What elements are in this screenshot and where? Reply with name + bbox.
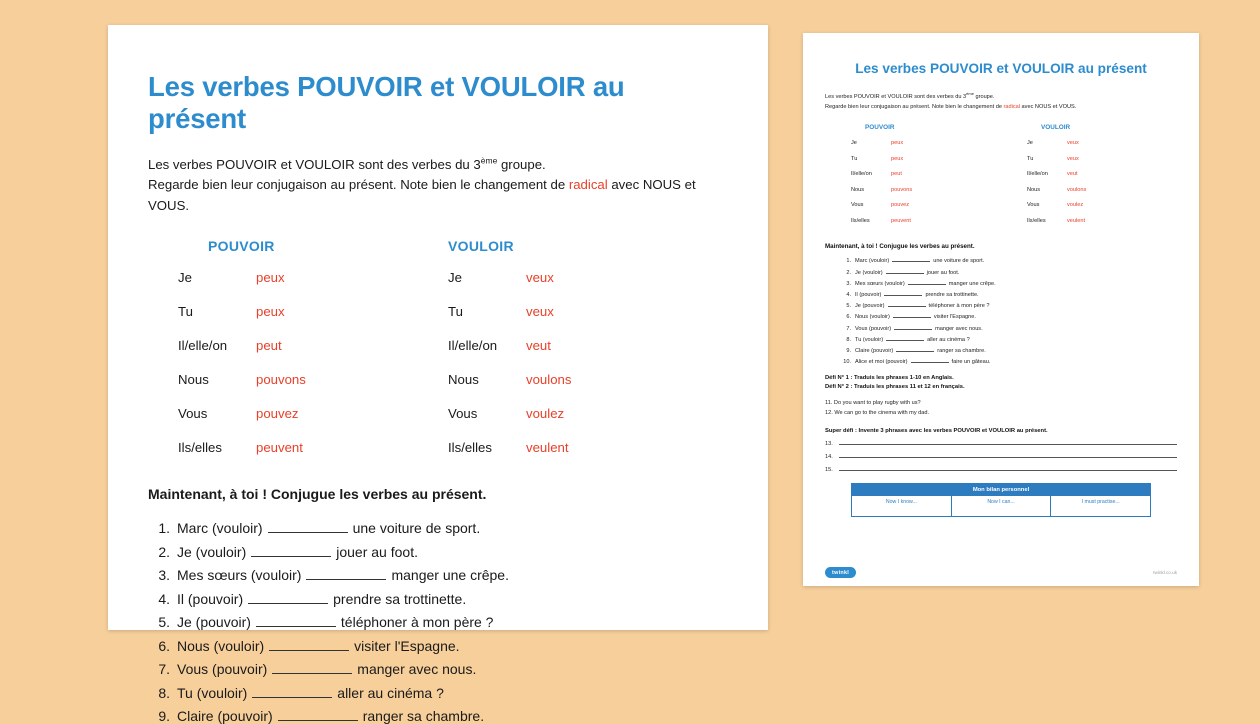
pronoun: Nous: [448, 372, 479, 387]
translation-item: 12. We can go to the cinema with my dad.: [825, 410, 930, 417]
challenge-1-label: Défi N° 1 : Traduis les phrases 1-10 en Anglais.: [825, 375, 954, 382]
pronoun: Ils/elles: [1027, 217, 1046, 224]
exercise-tail: prendre sa trottinette.: [925, 291, 979, 298]
exercise-tail: jouer au foot.: [926, 269, 960, 276]
exercise-number: 7.: [158, 661, 170, 677]
verb-form: peut: [891, 171, 902, 178]
exercise-prompt: Il (pouvoir): [855, 291, 882, 298]
verb-form: veux: [526, 304, 554, 319]
exercise-number: 5.: [158, 614, 170, 630]
conjugation-tables: [148, 238, 728, 474]
exercise-tail: une voiture de sport.: [933, 258, 985, 265]
pronoun: Il/elle/on: [851, 171, 872, 178]
pronoun: Je: [1027, 140, 1033, 147]
thumbnail-conjugation-tables: [825, 124, 1177, 233]
exercise-prompt: Tu (vouloir): [855, 336, 884, 343]
answer-blank[interactable]: [248, 603, 328, 604]
exercise-number: 7.: [846, 325, 851, 332]
conjugation-row: [178, 304, 438, 319]
exercise-item: [148, 544, 728, 560]
answer-blank[interactable]: [251, 556, 331, 557]
exercise-number: 3.: [846, 280, 851, 287]
exercise-item: [825, 314, 1177, 320]
exercise-heading: Maintenant, à toi ! Conjugue les verbes au présent.: [148, 486, 487, 502]
exercise-prompt: Je (pouvoir): [177, 614, 251, 630]
exercise-item: [825, 292, 1177, 298]
exercise-list: [148, 520, 728, 724]
exercise-tail: une voiture de sport.: [352, 520, 481, 536]
thumbnail-table-pouvoir: [825, 124, 1001, 233]
exercise-item: [148, 685, 728, 701]
pronoun: Ils/elles: [851, 217, 870, 224]
exercise-item: [148, 591, 728, 607]
intro-line-2: Regarde bien leur conjugaison au présent. Note bien le changement de radical avec NOUS et VOUS.: [148, 177, 696, 213]
write-line-number: 14.: [825, 454, 833, 461]
exercise-item: [148, 567, 728, 583]
exercise-prompt: Mes sœurs (vouloir): [177, 567, 302, 583]
conjugation-row: [851, 171, 1001, 177]
conjugation-table-vouloir: [438, 238, 728, 474]
exercise-item: [825, 348, 1177, 354]
pronoun: Vous: [851, 202, 864, 209]
write-line-number: 13.: [825, 441, 833, 448]
exercise-prompt: Il (pouvoir): [177, 590, 244, 607]
exercise-number: 1.: [158, 520, 170, 536]
conjugation-row: [178, 270, 438, 285]
conjugation-row: [851, 156, 1001, 162]
exercise-prompt: Tu (vouloir): [177, 684, 248, 701]
exercise-item: [148, 661, 728, 677]
exercise-number: 2.: [158, 543, 170, 560]
self-assessment-column: I must practise...: [1081, 499, 1120, 506]
pronoun: Ils/elles: [448, 440, 492, 455]
worksheet-preview-large: [108, 25, 768, 724]
self-assessment-column: Now I know...: [852, 496, 952, 516]
translation-sentences: [825, 400, 1177, 416]
exercise-prompt: Vous (pouvoir): [177, 661, 268, 677]
verb-form: veux: [1067, 155, 1079, 162]
exercise-tail: manger une crêpe.: [948, 280, 996, 287]
exercise-item: [148, 638, 728, 654]
answer-blank[interactable]: [269, 650, 349, 651]
verb-form: veut: [1067, 171, 1078, 178]
exercise-item: [825, 359, 1177, 365]
exercise-tail: visiter l'Espagne.: [933, 314, 976, 321]
pronoun: Je: [448, 270, 462, 285]
pronoun: Tu: [178, 304, 193, 319]
thumbnail-table-vouloir: [1001, 124, 1177, 233]
exercise-number: 9.: [158, 708, 170, 724]
exercise-number: 8.: [846, 336, 851, 343]
exercise-item: [148, 614, 728, 630]
exercise-item: [825, 326, 1177, 332]
verb-form: peux: [256, 304, 285, 319]
exercise-number: 4.: [846, 291, 851, 298]
conjugation-row: [178, 406, 438, 421]
pronoun: Il/elle/on: [1027, 171, 1048, 178]
thumbnail-exercise-list: [825, 258, 1177, 365]
exercise-prompt: Alice et moi (pouvoir): [855, 359, 908, 366]
answer-blank[interactable]: [268, 532, 348, 533]
ordinal-superscript: ème: [966, 91, 974, 96]
pronoun: Nous: [851, 186, 865, 193]
verb-heading-vouloir: VOULOIR: [448, 238, 514, 254]
exercise-prompt: Marc (vouloir): [855, 258, 890, 265]
conjugation-row: [448, 406, 728, 421]
verb-heading-pouvoir: POUVOIR: [208, 238, 275, 254]
write-line: [825, 467, 1177, 473]
thumbnail-exercise-heading: Maintenant, à toi ! Conjugue les verbes au présent.: [825, 243, 975, 251]
pronoun: Vous: [1027, 202, 1040, 209]
exercise-number: 2.: [846, 269, 851, 276]
free-writing-lines: [825, 441, 1177, 473]
worksheet-thumbnail[interactable]: [803, 33, 1199, 586]
exercise-tail: ranger sa chambre.: [937, 347, 986, 354]
exercise-tail: téléphoner à mon père ?: [340, 614, 494, 630]
verb-form: veux: [526, 270, 554, 285]
exercise-number: 6.: [846, 314, 851, 321]
conjugation-row: [178, 440, 438, 455]
verb-form: peuvent: [256, 440, 303, 455]
conjugation-row: [448, 372, 728, 387]
write-rule: [839, 469, 1177, 471]
translation-item: 11. Do you want to play rugby with us?: [825, 400, 921, 407]
exercise-prompt: Je (vouloir): [177, 543, 247, 560]
answer-blank[interactable]: [272, 673, 352, 674]
pronoun: Tu: [1027, 155, 1034, 162]
verb-heading-pouvoir: POUVOIR: [865, 124, 895, 132]
exercise-prompt: Marc (vouloir): [177, 520, 263, 536]
verb-form: pouvons: [891, 186, 913, 193]
self-assessment-columns: [852, 496, 1150, 516]
answer-blank[interactable]: [278, 720, 358, 721]
exercise-item: [825, 337, 1177, 343]
exercise-prompt: Nous (vouloir): [855, 314, 890, 321]
conjugation-row: [851, 140, 1001, 146]
verb-form: veulent: [526, 440, 569, 455]
exercise-number: 3.: [158, 567, 170, 583]
pronoun: Tu: [448, 304, 463, 319]
conjugation-row: [1027, 218, 1177, 224]
exercise-tail: jouer au foot.: [336, 543, 418, 560]
pronoun: Il/elle/on: [178, 338, 228, 353]
write-rule: [839, 443, 1177, 445]
exercise-number: 8.: [158, 684, 170, 701]
exercise-item: [825, 281, 1177, 287]
challenge-2-label: Défi N° 2 : Traduis les phrases 11 et 12 en français.: [825, 384, 965, 391]
exercise-number: 6.: [158, 637, 170, 654]
conjugation-row: [448, 440, 728, 455]
exercise-number: 4.: [158, 590, 170, 607]
conjugation-row: [1027, 156, 1177, 162]
conjugation-row: [1027, 187, 1177, 193]
conjugation-row: [448, 304, 728, 319]
conjugation-row: [448, 338, 728, 353]
exercise-item: [825, 258, 1177, 264]
conjugation-row: [178, 338, 438, 353]
pronoun: Ils/elles: [178, 440, 222, 455]
exercise-prompt: Claire (pouvoir): [855, 347, 894, 354]
exercise-number: 5.: [846, 303, 851, 310]
pronoun: Il/elle/on: [448, 338, 498, 353]
answer-blank: [886, 340, 924, 341]
answer-blank: [911, 362, 949, 363]
self-assessment-column: Now I can...: [952, 496, 1052, 516]
exercise-prompt: Je (pouvoir): [855, 303, 885, 310]
radical-highlight: radical: [568, 177, 608, 193]
verb-form: veux: [1067, 140, 1079, 147]
answer-blank: [892, 261, 930, 262]
exercise-prompt: Vous (pouvoir): [855, 325, 892, 332]
exercise-number: 1.: [846, 258, 851, 265]
verb-form: pouvez: [891, 202, 910, 209]
exercise-item: [148, 708, 728, 724]
verb-form: pouvons: [256, 372, 306, 387]
verb-form: peux: [891, 155, 904, 162]
exercise-tail: aller au cinéma ?: [927, 336, 970, 343]
verb-form: peut: [256, 338, 282, 353]
conjugation-row: [448, 270, 728, 285]
exercise-prompt: Nous (vouloir): [177, 637, 265, 654]
thumbnail-footer: [825, 567, 1177, 578]
radical-highlight: radical: [1003, 103, 1020, 110]
conjugation-row: [1027, 140, 1177, 146]
answer-blank[interactable]: [252, 697, 332, 698]
verb-form: peux: [256, 270, 285, 285]
exercise-tail: faire un gâteau.: [951, 359, 991, 366]
pronoun: Nous: [1027, 186, 1041, 193]
verb-form: peuvent: [891, 217, 911, 224]
exercise-tail: aller au cinéma ?: [337, 684, 444, 701]
answer-blank: [893, 317, 931, 318]
verb-form: veulent: [1067, 217, 1086, 224]
verb-form: voulez: [526, 406, 565, 421]
conjugation-row: [851, 187, 1001, 193]
exercise-prompt: Claire (pouvoir): [177, 708, 273, 724]
exercise-prompt: Mes sœurs (vouloir): [855, 280, 905, 287]
answer-blank: [888, 306, 926, 307]
answer-blank: [884, 295, 922, 296]
answer-blank[interactable]: [256, 626, 336, 627]
pronoun: Je: [851, 140, 857, 147]
conjugation-row: [851, 202, 1001, 208]
challenge-section: [825, 375, 1177, 390]
conjugation-row: [1027, 171, 1177, 177]
verb-form: veut: [526, 338, 551, 353]
answer-blank[interactable]: [306, 579, 386, 580]
exercise-number: 10.: [843, 359, 851, 366]
verb-form: peux: [891, 140, 904, 147]
answer-blank: [886, 273, 924, 274]
answer-blank: [908, 284, 946, 285]
answer-blank: [896, 351, 934, 352]
exercise-tail: visiter l'Espagne.: [354, 637, 460, 654]
super-challenge-label: Super défi : Invente 3 phrases avec les verbes POUVOIR et VOULOIR au présent.: [825, 428, 1048, 435]
write-rule: [839, 456, 1177, 458]
exercise-tail: prendre sa trottinette.: [333, 590, 467, 607]
exercise-tail: manger une crêpe.: [391, 567, 509, 583]
exercise-number: 9.: [846, 347, 851, 354]
exercise-tail: téléphoner à mon père ?: [928, 303, 990, 310]
exercise-item: [825, 303, 1177, 309]
footer-url: twinkl.co.uk: [1153, 570, 1177, 575]
pronoun: Tu: [851, 155, 858, 162]
answer-blank: [894, 329, 932, 330]
thumbnail-title: Les verbes POUVOIR et VOULOIR au présent: [855, 61, 1147, 76]
exercise-item: [148, 520, 728, 536]
verb-form: voulons: [1067, 186, 1087, 193]
page-title: Les verbes POUVOIR et VOULOIR au présent: [148, 71, 625, 134]
pronoun: Vous: [448, 406, 478, 421]
write-line: [825, 454, 1177, 460]
twinkl-logo: twinkl: [825, 567, 856, 578]
conjugation-row: [178, 372, 438, 387]
verb-form: voulez: [1067, 202, 1084, 209]
exercise-tail: ranger sa chambre.: [362, 708, 485, 724]
pronoun: Je: [178, 270, 192, 285]
thumbnail-intro: Les verbes POUVOIR et VOULOIR sont des verbes du 3ème groupe. Regarde bien leur conjugaison au présent. Note bien le changement de radical avec NOUS et VOUS.: [825, 91, 1077, 110]
self-assessment-box: [851, 483, 1151, 517]
ordinal-superscript: ème: [480, 155, 498, 166]
verb-form: pouvez: [256, 406, 299, 421]
conjugation-row: [851, 218, 1001, 224]
pronoun: Vous: [178, 406, 208, 421]
pronoun: Nous: [178, 372, 209, 387]
write-line-number: 15.: [825, 467, 833, 474]
exercise-prompt: Je (vouloir): [855, 269, 883, 276]
exercise-tail: manger avec nous.: [357, 661, 477, 677]
write-line: [825, 441, 1177, 447]
verb-heading-vouloir: VOULOIR: [1041, 124, 1071, 132]
self-assessment-title: Mon bilan personnel: [852, 484, 1150, 496]
intro-line-1: Les verbes POUVOIR et VOULOIR sont des verbes du 3ème groupe.: [148, 155, 546, 172]
conjugation-row: [1027, 202, 1177, 208]
verb-form: voulons: [526, 372, 572, 387]
conjugation-table-pouvoir: [148, 238, 438, 474]
intro-paragraph: [148, 154, 728, 216]
exercise-item: [825, 270, 1177, 276]
exercise-tail: manger avec nous.: [935, 325, 983, 332]
